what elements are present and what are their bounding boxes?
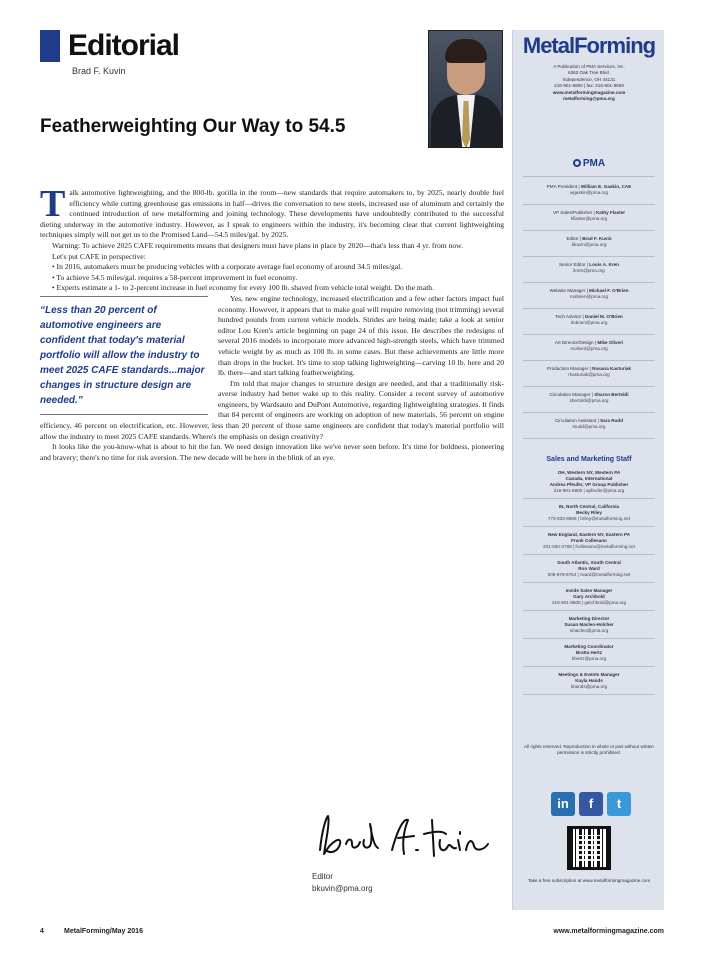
staff-entry: VP Sales/Publisher | Kathy Flaster kflaster@pma.org xyxy=(519,210,659,222)
region-contact-info[interactable]: smacleo@pma.org xyxy=(569,628,609,633)
staff-entry: Senior Editor | Louis A. Kren lkren@pma.org xyxy=(519,262,659,274)
article-paragraph-3: Let's put CAFE in perspective: xyxy=(52,251,146,261)
staff-name: Rosana Kasturiak xyxy=(592,366,631,371)
sales-region-entry xyxy=(519,560,659,578)
divider xyxy=(523,694,655,695)
pma-globe-icon xyxy=(573,159,581,167)
staff-email[interactable]: mobrien@pma.org xyxy=(569,294,609,299)
divider xyxy=(523,256,655,257)
region-contact-info[interactable]: 216-901-8800 | apfeufer@pma.org xyxy=(553,488,625,493)
article-paragraph-5: I'm told that major changes to structure design are needed, and that a traditionally risk-averse industry had better wake up to this reality. Consider a recent survey of automotive engineers, by Wardsauto and DuPont Automotive, regarding lightweighting strategies. It finds that 84 percent of engineers are working on adoption of new materials, 56 percent on engine efficiency, 46 percent on electrification, etc. However, less than 20 percent of those same engineers are confident that today's material portfolio will allow the industry to meet 2025 CAFE standards. Where's the emphasis on design creativity? xyxy=(40,378,504,441)
divider xyxy=(523,176,655,177)
divider xyxy=(523,412,655,413)
staff-role: Senior Editor xyxy=(558,262,586,267)
staff-name: William E. Gaskin, CAE xyxy=(580,184,632,189)
divider xyxy=(523,282,655,283)
staff-role: Website Manager xyxy=(549,288,586,293)
sales-region-entry xyxy=(519,644,659,662)
divider xyxy=(523,554,655,555)
staff-entry: Website Manager | Michael F. O'Brien mobrien@pma.org xyxy=(519,288,659,300)
address-line[interactable]: www.metalformingmagazine.com xyxy=(552,89,626,95)
sales-region-entry xyxy=(519,470,659,494)
region-name: Marketing Coordinator xyxy=(564,644,614,649)
region-contact-info[interactable]: 201-930-3788 | fcollesano@metalforming.net xyxy=(543,544,635,549)
staff-name: Sara Rudd xyxy=(600,418,624,423)
region-contact-person: Susan Macleo-Holcher xyxy=(564,622,614,627)
staff-entry: Tech Advisor | Daniel M. O'Brien dobrien@pma.org xyxy=(519,314,659,326)
region-contact-info[interactable]: 216-901-8800 | garchbold@pma.org xyxy=(551,600,627,605)
article-paragraph-4: Yes, new engine technology, increased electrification and a few other factors impact fuel economy. However, it appears that to make goal will require removing (not trimming) several hundred pounds from current vehicle models. Strides are being made; take a look at senior editor Lou Kren's article beginning on page 24 of this issue. He describes the redesigns of several 2016 models to incorporate more advanced high-strength steels, which have trimmed vehicle weight by as much as 100 lb. in some cases. But these achievements are little more than drops in the bucket. It's time to stop talking lightweighting—carving 10 lb. here and 20 lb. there—and start talking featherweighting. xyxy=(218,293,504,378)
masthead-sidebar xyxy=(512,30,664,910)
region-contact-info[interactable]: 773-633-9966 | briley@metalforming.net xyxy=(547,516,631,521)
signature-email: bkuvin@pma.org xyxy=(312,884,373,893)
region-subtitle: Canada, International xyxy=(565,476,613,481)
staff-entry: Circulation Assistant | Sara Rudd srudd@pma.org xyxy=(519,418,659,430)
publisher-address xyxy=(513,64,665,102)
bullet-1: • In 2016, automakers must be producing vehicles with a corporate average fuel economy of around 34.5 miles/gal. xyxy=(52,262,403,272)
region-name: IN, North Central, California xyxy=(558,504,620,509)
staff-role: Circulation Assistant xyxy=(554,418,597,423)
section-author: Brad F. Kuvin xyxy=(72,66,126,76)
handwritten-signature xyxy=(312,810,502,866)
staff-role: Circulation Manager xyxy=(549,392,591,397)
region-contact-person: Kayla Hands xyxy=(575,678,603,683)
region-name: Meetings & Events Manager xyxy=(558,672,620,677)
divider xyxy=(523,582,655,583)
photo-hair xyxy=(445,39,487,63)
staff-name: Brad F. Kuvin xyxy=(582,236,612,241)
facebook-icon[interactable]: f xyxy=(579,792,603,816)
footer-url[interactable]: www.metalformingmagazine.com xyxy=(553,928,664,935)
article-paragraph-6: It looks like the you-know-what is about to hit the fan. We need design innovation like we've never seen before. It's time for boldness, pioneering and bravery; there's no time for risk aversion. The new decade will be here in the blink of an eye. xyxy=(40,442,504,462)
sales-region-entry xyxy=(519,504,659,522)
sales-staff-title: Sales and Marketing Staff xyxy=(546,456,632,463)
qr-caption: Take a free subscription at www.metalformingmagazine.com xyxy=(527,878,651,883)
divider xyxy=(523,334,655,335)
staff-role: Art Director/Design xyxy=(554,340,594,345)
bullet-2: • To achieve 54.5 miles/gal. requires a 58-percent improvement in fuel economy. xyxy=(52,272,298,282)
divider xyxy=(523,638,655,639)
staff-entry: Art Director/Design | Mike Oliveri moliveri@pma.org xyxy=(519,340,659,352)
address-line[interactable]: metalforming@pma.org xyxy=(563,96,615,102)
staff-role: Tech Advisor xyxy=(555,314,582,319)
staff-email[interactable]: moliveri@pma.org xyxy=(570,346,608,351)
region-name: Marketing Director xyxy=(568,616,610,621)
staff-name: Daniel M. O'Brien xyxy=(584,314,623,319)
page-number: 4 xyxy=(40,928,44,935)
staff-role: Editor xyxy=(566,236,579,241)
region-contact-person: Gary Archbold xyxy=(573,594,605,599)
region-contact-person: Ron Ward xyxy=(578,566,600,571)
staff-role: VP Sales/Publisher xyxy=(552,210,593,215)
sales-region-entry xyxy=(519,532,659,550)
article-headline: Featherweighting Our Way to 54.5 xyxy=(40,116,346,137)
section-title: Editorial xyxy=(68,29,180,62)
article-body xyxy=(40,183,504,463)
staff-email[interactable]: srudd@pma.org xyxy=(572,424,606,429)
sales-region-entry xyxy=(519,616,659,634)
section-color-bar xyxy=(40,30,60,62)
staff-name: Mike Oliveri xyxy=(597,340,624,345)
region-contact-person: Bratta Hertz xyxy=(575,650,603,655)
region-contact-person: Frank Collesano xyxy=(571,538,607,543)
article-paragraph-1 xyxy=(40,183,504,241)
divider xyxy=(523,204,655,205)
region-contact-person: Andrea Pfeufer, VP Group Publisher xyxy=(549,482,629,487)
staff-email[interactable]: rkasturiak@pma.org xyxy=(568,372,610,377)
region-name: New England, Eastern NY, Eastern PA xyxy=(547,532,631,537)
divider xyxy=(523,610,655,611)
qr-code[interactable] xyxy=(567,826,611,870)
region-contact-info[interactable]: khands@pma.org xyxy=(570,684,608,689)
divider xyxy=(523,308,655,309)
drop-cap: T xyxy=(40,183,66,225)
region-contact-info[interactable]: bhertz@pma.org xyxy=(571,656,607,661)
divider xyxy=(523,526,655,527)
twitter-icon[interactable]: t xyxy=(607,792,631,816)
divider xyxy=(523,498,655,499)
staff-role: PMA President xyxy=(546,184,578,189)
signature-role: Editor xyxy=(312,872,333,881)
address-line: A Publication of PMA Services, Inc. xyxy=(553,64,625,69)
staff-entry: PMA President | William E. Gaskin, CAE wgaskin@pma.org xyxy=(519,184,659,196)
divider xyxy=(523,360,655,361)
address-line: Independence, OH 44131 xyxy=(562,76,616,82)
staff-name: Michael F. O'Brien xyxy=(589,288,629,293)
staff-email[interactable]: kflaster@pma.org xyxy=(570,216,608,221)
divider xyxy=(523,230,655,231)
region-name: South Atlantic, South Central xyxy=(557,560,621,565)
metalforming-logo: MetalForming xyxy=(522,33,656,58)
pull-quote: “Less than 20 percent of automotive engineers are confident that today's material portfolio will allow the industry to meet 2025 CAFE standards...major changes in structure design are needed.” xyxy=(40,296,208,415)
staff-email[interactable]: sbertoldi@pma.org xyxy=(569,398,609,403)
staff-entry: Production Manager | Rosana Kasturiak rkasturiak@pma.org xyxy=(519,366,659,378)
staff-email[interactable]: bkuvin@pma.org xyxy=(571,242,607,247)
staff-email[interactable]: lkren@pma.org xyxy=(573,268,605,273)
article-paragraph-2: Warning: To achieve 2025 CAFE requirements means that designers must have plans in place by 2020—that's less than 4 yr. from now. xyxy=(52,240,464,250)
region-contact-person: Becky Riley xyxy=(576,510,602,515)
association-name: PMA xyxy=(582,158,606,169)
region-name: OH, Western NY, Western PA xyxy=(557,470,621,475)
divider xyxy=(523,386,655,387)
staff-name: Kathy Flaster xyxy=(595,210,626,215)
staff-name: Sharon Bertoldi xyxy=(594,392,629,397)
divider xyxy=(523,438,655,439)
staff-name: Louis A. Kren xyxy=(589,262,619,267)
divider xyxy=(523,666,655,667)
bullet-3: • Experts estimate a 1- to 2-percent increase in fuel economy for every 100 lb. shaved from vehicle total weight. Do the math. xyxy=(52,283,435,293)
region-name: Inside Sales Manager xyxy=(565,588,613,593)
author-photo xyxy=(428,30,503,148)
social-links xyxy=(551,792,631,816)
association-logo xyxy=(513,158,665,169)
staff-email[interactable]: dobrien@pma.org xyxy=(570,320,608,325)
staff-role: Production Manager xyxy=(547,366,589,371)
address-line: 216-901-8800 | fax: 216-901-9669 xyxy=(554,83,624,89)
address-line: 6363 Oak Tree Blvd. xyxy=(568,70,610,76)
linkedin-icon[interactable]: in xyxy=(551,792,575,816)
staff-entry: Editor | Brad F. Kuvin bkuvin@pma.org xyxy=(519,236,659,248)
staff-entry: Circulation Manager | Sharon Bertoldi sbertoldi@pma.org xyxy=(519,392,659,404)
paragraph-1-text: alk automotive lightweighting, and the 800-lb. gorilla in the room—new standards that require automakers to, by 2025, nearly double fuel efficiency while cutting greenhouse gas emissions in half—drives the conversation to new steels, increased use of aluminum and certainly the continued introduction of new metalforming and joining technology. These developments have undoubtedly contributed to the successful dieting underway in the automotive industry. However, as I speak to engineers within the industry, it's becoming clear that current lightweighting techniques simply will not get us to the Promised Land—54.5 miles/gal. by 2025. xyxy=(40,188,504,240)
rights-notice: All rights reserved. Reproduction in whole or part without written permission is strictly prohibited. xyxy=(524,744,654,755)
region-contact-info[interactable]: 608-879-9754 | rward@metalforming.net xyxy=(547,572,631,577)
footer-publication: MetalForming/May 2016 xyxy=(64,928,143,935)
sales-region-entry xyxy=(519,672,659,690)
staff-email[interactable]: wgaskin@pma.org xyxy=(569,190,609,195)
sales-region-entry xyxy=(519,588,659,606)
